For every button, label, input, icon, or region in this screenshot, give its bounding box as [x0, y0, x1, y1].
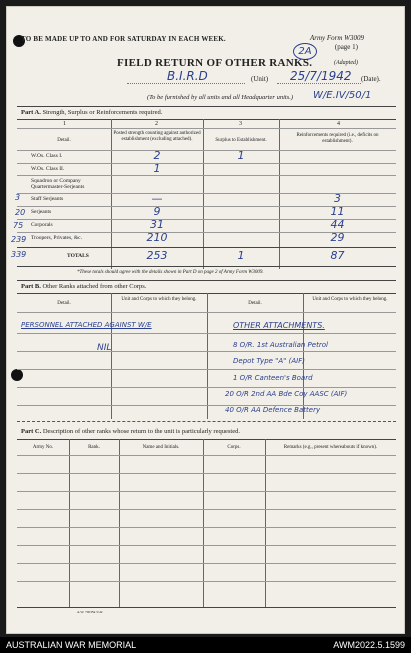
furnish-note: (To be furnished by all units and all Headquarter units.)	[147, 94, 294, 101]
divider	[17, 119, 396, 120]
row-divider	[17, 491, 396, 492]
column-header-detail: Detail.	[57, 301, 71, 306]
column-header-army-no: Army No.	[32, 445, 54, 450]
row-divider	[17, 455, 396, 456]
posted-value: 9	[153, 205, 161, 218]
accession-number: AWM2022.5.1599	[333, 640, 405, 650]
row-label: Squadron or Company Quartermaster-Serjeants	[31, 178, 85, 190]
part-c-title: Description of other ranks whose return to the unit is particularly requested.	[42, 428, 240, 435]
column-header-unit: Unit and Corps to which they belong.	[121, 297, 197, 302]
row-divider	[17, 545, 396, 546]
row-label: Corporals	[31, 222, 53, 228]
posted-value: 2	[153, 149, 161, 162]
part-c-label: Part C.	[21, 428, 42, 435]
handwritten-stamp-number: 2A	[293, 43, 317, 60]
column-number: 4	[337, 121, 340, 127]
nil-entry: NIL	[97, 343, 112, 353]
column-header-posted: Posted strength counting against authorized establishment (excluding attached).	[113, 131, 201, 142]
column-header-surplus: Surplus to Establishment.	[215, 138, 267, 143]
unit-dotted-line	[127, 83, 245, 84]
row-divider	[17, 473, 396, 474]
row-divider	[17, 128, 396, 129]
row-label: W.Os. Class I.	[31, 153, 63, 159]
attachment-entry: 40 O/R AA Defence Battery	[225, 406, 321, 414]
posted-total: 253	[146, 249, 168, 262]
printer-mark: A.W. 700 Bk 5/42	[77, 610, 103, 614]
page-number: (page 1)	[334, 43, 358, 51]
reinforcement-value: 44	[330, 218, 345, 231]
part-a-heading	[21, 109, 162, 116]
totals-label: TOTALS	[67, 253, 89, 259]
posted-value: —	[151, 192, 163, 205]
row-divider	[17, 405, 396, 406]
page-title: FIELD RETURN OF OTHER RANKS.	[117, 57, 313, 69]
instruction-text: TO BE MADE UP TO AND FOR SATURDAY IN EACH WEEK.	[21, 35, 226, 43]
row-divider	[17, 247, 396, 248]
punch-hole	[11, 369, 23, 381]
column-header-remarks: Remarks (e.g., present whereabouts if known).	[283, 445, 378, 450]
part-b-label: Part B.	[21, 283, 41, 290]
row-divider	[17, 369, 396, 370]
date-dotted-line	[277, 83, 361, 84]
column-number: 3	[239, 121, 242, 127]
army-form-number: Army Form W3009	[309, 34, 364, 42]
attached-entry: PERSONNEL ATTACHED AGAINST W/E	[21, 321, 152, 329]
column-number: 1	[63, 121, 66, 127]
totals-footnote: *These totals should agree with the details shown in Part D on page 2 of Army Form W3009.	[77, 270, 264, 275]
column-header-corps: Corps.	[227, 445, 241, 450]
row-label: Staff Serjeants	[31, 196, 64, 202]
surplus-value: 1	[237, 149, 245, 162]
divider	[17, 280, 396, 281]
row-divider	[17, 312, 396, 313]
attachment-entry: 20 O/R 2nd AA Bde Coy AASC (AIF)	[225, 390, 348, 398]
row-label: Serjeants	[31, 209, 52, 215]
institution-label: AUSTRALIAN WAR MEMORIAL	[6, 640, 137, 650]
row-divider	[17, 563, 396, 564]
part-b-heading	[21, 283, 146, 290]
row-divider	[17, 527, 396, 528]
attachment-entry: 1 O/R Canteen's Board	[233, 374, 313, 382]
part-a-title: Strength, Surplus or Reinforcements required.	[42, 109, 163, 116]
row-divider	[17, 333, 396, 334]
row-label: Troopers, Privates, &c.	[31, 235, 82, 241]
column-header-unit: Unit and Corps to which they belong.	[312, 297, 388, 302]
column-header-rank: Rank.	[88, 445, 100, 450]
adapted-note: (Adapted)	[334, 60, 358, 66]
attachment-entry: 8 O/R. 1st Australian Petrol	[233, 341, 328, 349]
attachment-entry: Depot Type "A" (AIF)	[233, 357, 305, 365]
posted-value: 1	[153, 162, 161, 175]
posted-value: 31	[150, 218, 164, 231]
row-divider	[17, 581, 396, 582]
unit-label: (Unit)	[251, 75, 269, 83]
form-page	[6, 6, 405, 634]
column-header-name: Name and Initials.	[142, 445, 180, 450]
archive-footer	[0, 637, 411, 653]
divider	[17, 421, 396, 422]
part-b-title: Other Ranks attached from other Corps.	[42, 283, 147, 290]
reinforcement-value: 11	[330, 205, 345, 218]
margin-number: 239	[11, 235, 27, 244]
margin-number: 75	[13, 221, 24, 230]
row-divider	[17, 351, 396, 352]
margin-number: 3	[15, 193, 21, 202]
reinforcement-total: 87	[330, 249, 345, 262]
column-header-detail: Detail.	[248, 301, 262, 306]
column-header-detail: Detail.	[57, 138, 71, 143]
column-number: 2	[155, 121, 158, 127]
reinforcement-value: 3	[334, 192, 341, 205]
surplus-total: 1	[237, 249, 245, 262]
divider	[17, 439, 396, 440]
date-value: 25/7/1942	[290, 69, 352, 83]
margin-number: 339	[11, 250, 27, 259]
row-divider	[17, 607, 396, 608]
other-attachments-heading: OTHER ATTACHMENTS.	[233, 321, 325, 330]
part-c-heading	[21, 428, 240, 435]
column-header-reinforcements: Reinforcements required (i.e., deficits on establishment).	[296, 133, 379, 144]
row-label: W.Os. Class II.	[31, 166, 65, 172]
row-divider	[17, 163, 396, 164]
unit-value: B.I.R.D	[167, 69, 208, 83]
divider	[17, 106, 396, 107]
handwritten-reference: W/E.IV/50/1	[313, 90, 372, 101]
date-label: (Date).	[361, 75, 381, 83]
part-a-label: Part A.	[21, 109, 41, 116]
row-divider	[17, 387, 396, 388]
posted-value: 210	[146, 231, 168, 244]
row-divider	[17, 175, 396, 176]
row-divider	[17, 509, 396, 510]
row-divider	[17, 266, 396, 267]
reinforcement-value: 29	[330, 231, 345, 244]
margin-number: 20	[15, 208, 26, 217]
